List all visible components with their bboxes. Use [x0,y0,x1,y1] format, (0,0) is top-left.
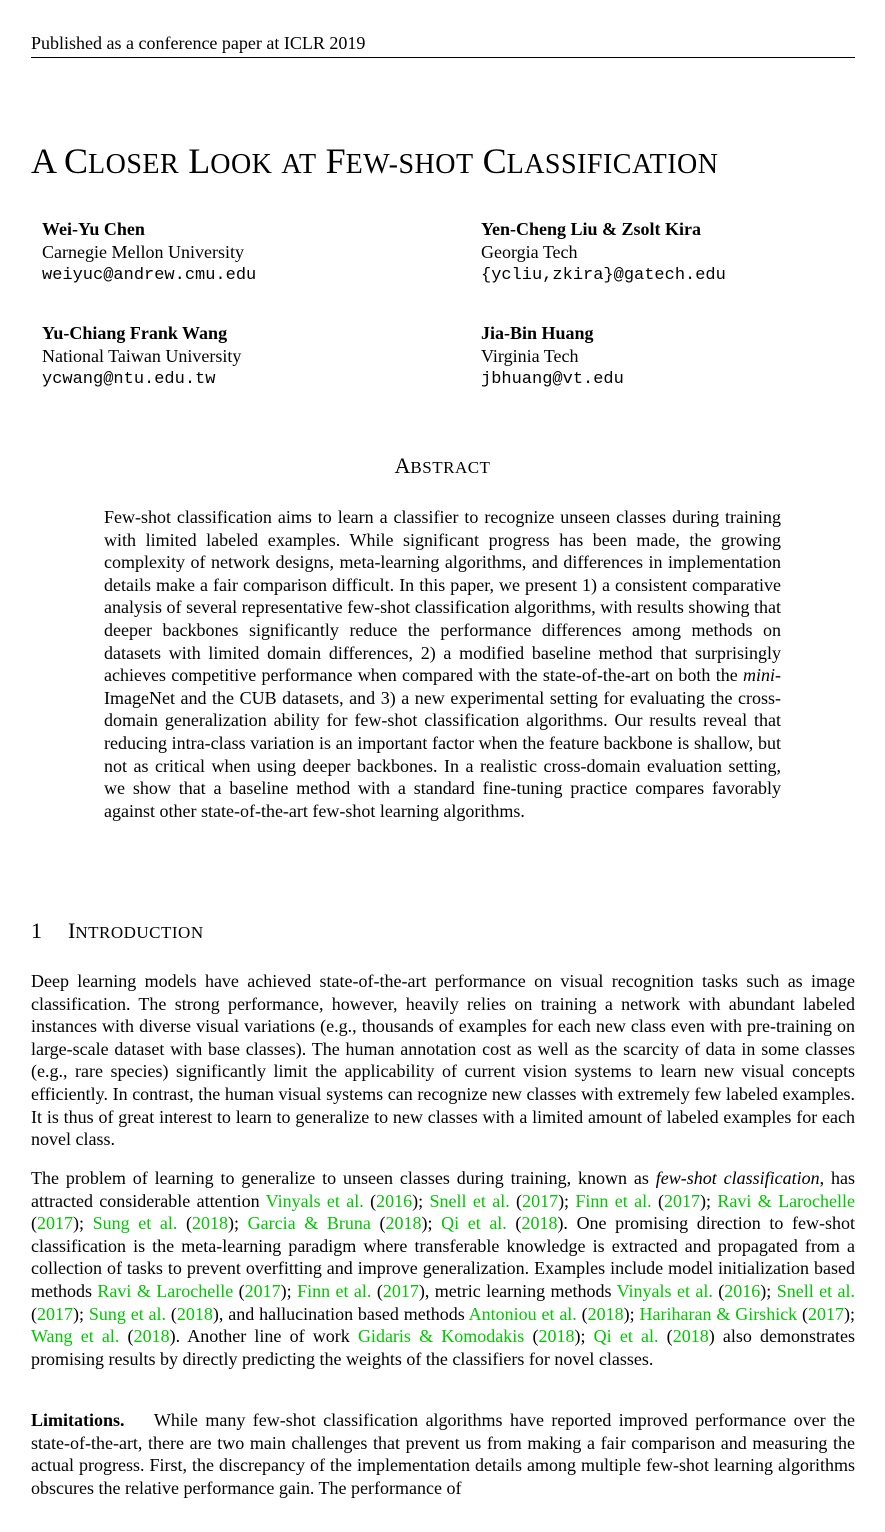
citation-year-link[interactable]: 2017 [37,1213,73,1234]
citation-year-link[interactable]: 2017 [382,1280,419,1301]
section-heading-introduction: 1 INTRODUCTION [31,918,204,943]
citation-link[interactable]: Ravi & Larochelle [97,1280,234,1301]
citation-year-link[interactable]: 2017 [37,1303,73,1324]
author-affiliation: Georgia Tech [481,242,578,262]
running-header: Published as a conference paper at ICLR 2019 [31,32,855,58]
citation-year-link[interactable]: 2018 [538,1326,575,1347]
citation-link[interactable]: Hariharan & Girshick [639,1303,798,1324]
citation-year-link[interactable]: 2018 [133,1326,170,1347]
author-email: {ycliu,zkira}@gatech.edu [481,266,726,285]
citation-link[interactable]: Qi et al. [593,1326,659,1347]
citation-link[interactable]: Sung et al. [88,1303,167,1324]
intro-paragraph-2: The problem of learning to generalize to unseen classes during training, known as few-shot classification, has attracted considerable attention Vinyals et al. (2016); Snell et al. (2017); Finn et al. (2017); Ravi & Larochelle (2017); Sung et al. (2018); Garcia & Bruna (2018); Qi et al. (2018). One promising direction to few-shot classification is the meta-learning paradigm where transferable knowledge is extracted and propagated from a collection of tasks to prevent overfitting and improve generalization. Examples include model initialization based methods Ravi & Larochelle (2017); Finn et al. (2017), metric learning methods Vinyals et al. (2016); Snell et al. (2017); Sung et al. (2018), and hallucination based methods Antoniou et al. (2018); Hariharan & Girshick (2017); Wang et al. (2018). Another line of work Gidaris & Komodakis (2018); Qi et al. (2018) also demonstrates promising results by directly predicting the weights of the classifiers for novel classes. [31,1168,856,1369]
citation-year-link[interactable]: 2017 [808,1303,845,1324]
citation-link[interactable]: Finn et al. [575,1190,652,1211]
citation-link[interactable]: Finn et al. [297,1280,372,1301]
author-affiliation: Carnegie Mellon University [42,242,244,262]
citation-year-link[interactable]: 2018 [385,1213,422,1234]
citation-link[interactable]: Wang et al. [31,1326,120,1347]
paper-title: A CLOSER LOOK AT FEW-SHOT CLASSIFICATION [31,141,719,181]
citation-year-link[interactable]: 2018 [192,1213,228,1234]
intro-paragraph-1: Deep learning models have achieved state-of-the-art performance on visual recognition tasks such as image classification. The strong performance, however, heavily relies on training a network with abundant labeled instances with diverse visual variations (e.g., thousands of examples for each new class even with pre-training on large-scale dataset with base classes). The human annotation cost as well as the scarcity of data in some classes (e.g., rare species) significantly limit the applicability of current vision systems to learn new visual concepts efficiently. In contrast, the human visual systems can recognize new classes with extremely few labeled examples. It is thus of great interest to learn to generalize to new classes with a limited amount of labeled examples for each novel class. [31,971,855,1150]
citation-year-link[interactable]: 2016 [376,1190,413,1211]
citation-year-link[interactable]: 2018 [587,1303,624,1324]
citation-year-link[interactable]: 2017 [244,1280,281,1301]
citation-year-link[interactable]: 2017 [522,1190,559,1211]
citation-link[interactable]: Vinyals et al. [616,1280,713,1301]
citation-year-link[interactable]: 2018 [176,1303,213,1324]
author-affiliation: National Taiwan University [42,346,242,366]
author-name: Yen-Cheng Liu & Zsolt Kira [481,219,702,239]
abstract-text: Few-shot classification aims to learn a classifier to recognize unseen classes during training with limited labeled examples. While significant progress has been made, the growing complexity of network designs, meta-learning algorithms, and differences in implementation details make a fair comparison difficult. In this paper, we present 1) a consistent comparative analysis of several representative few-shot classification algorithms, with results showing that deeper backbones significantly reduce the performance differences among methods on datasets with limited domain differences, 2) a modified baseline method that surprisingly achieves competitive performance when compared with the state-of-the-art on both the mini-ImageNet and the CUB datasets, and 3) a new experimental setting for evaluating the cross-domain generalization ability for few-shot classification algorithms. Our results reveal that reducing intra-class variation is an important factor when the feature backbone is shallow, but not as critical when using deeper backbones. In a realistic cross-domain evaluation setting, we show that a baseline method with a standard fine-tuning practice compares favorably against other state-of-the-art few-shot learning algorithms. [104,507,781,821]
citation-link[interactable]: Garcia & Bruna [247,1213,371,1234]
author-email: jbhuang@vt.edu [481,370,624,389]
citation-link[interactable]: Ravi & Larochelle [717,1190,856,1211]
author-block [481,218,726,287]
author-email: weiyuc@andrew.cmu.edu [42,266,257,285]
citation-link[interactable]: Qi et al. [441,1213,507,1234]
citation-link[interactable]: Sung et al. [92,1213,178,1234]
author-block [481,322,624,391]
author-name: Jia-Bin Huang [481,323,594,343]
citation-year-link[interactable]: 2018 [521,1213,558,1234]
citation-link[interactable]: Snell et al. [429,1190,510,1211]
citation-link[interactable]: Gidaris & Komodakis [357,1326,525,1347]
intro-paragraph-limitations: Limitations. While many few-shot classification algorithms have reported improved performance over the state-of-the-art, there are two main challenges that prevent us from making a fair comparison and measuring the actual progress. First, the discrepancy of the implementation details among multiple few-shot learning algorithms obscures the relative performance gain. The performance of [31,1410,855,1498]
author-email: ycwang@ntu.edu.tw [42,370,216,389]
citation-year-link[interactable]: 2017 [664,1190,700,1211]
author-name: Wei-Yu Chen [42,219,145,239]
author-block [42,218,256,287]
author-block [42,322,241,391]
citation-year-link[interactable]: 2018 [672,1326,709,1347]
citation-link[interactable]: Snell et al. [776,1280,856,1301]
abstract-heading: ABSTRACT [394,453,491,478]
citation-link[interactable]: Antoniou et al. [468,1303,577,1324]
citation-year-link[interactable]: 2016 [724,1280,761,1301]
citation-link[interactable]: Vinyals et al. [265,1190,364,1211]
author-affiliation: Virginia Tech [481,346,579,366]
paragraph-label: Limitations. [31,1410,125,1430]
author-name: Yu-Chiang Frank Wang [42,323,228,343]
